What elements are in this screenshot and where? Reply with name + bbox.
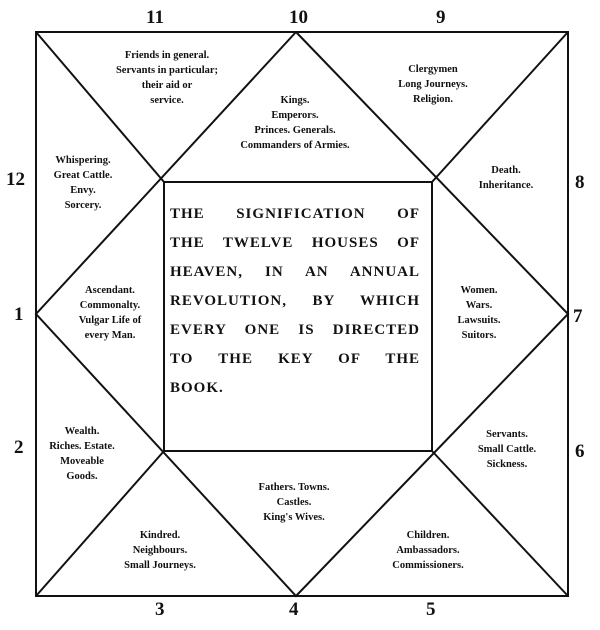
title-line: EVERY ONE IS DIRECTED bbox=[170, 322, 420, 338]
house-number-7: 7 bbox=[573, 306, 583, 327]
house-6-text: Servants. Small Cattle. Sickness. bbox=[477, 429, 537, 470]
title-line: REVOLUTION, BY WHICH bbox=[170, 293, 420, 309]
title-line: HEAVEN, IN AN ANNUAL bbox=[170, 264, 420, 280]
diagonal-line bbox=[432, 32, 568, 182]
title-line: BOOK. bbox=[170, 380, 224, 396]
house-10-text: Kings. Emperors. Princes. Generals. Commanders of Armies. bbox=[240, 95, 350, 151]
house-4-text: Fathers. Towns. Castles. King's Wives. bbox=[258, 482, 330, 523]
house-5-text: Children. Ambassadors. Commissioners. bbox=[392, 530, 464, 571]
house-2-text: Wealth. Riches. Estate. Moveable Goods. bbox=[49, 426, 115, 482]
house-12-text: Whispering. Great Cattle. Envy. Sorcery. bbox=[53, 155, 113, 211]
house-number-12: 12 bbox=[6, 169, 25, 190]
house-number-1: 1 bbox=[14, 304, 24, 325]
house-number-5: 5 bbox=[426, 599, 436, 620]
house-9-text: Clergymen Long Journeys. Religion. bbox=[398, 64, 468, 105]
house-number-11: 11 bbox=[146, 7, 164, 28]
title-line: THE TWELVE HOUSES OF bbox=[170, 235, 420, 251]
diagonal-line bbox=[432, 451, 568, 596]
center-title bbox=[170, 200, 420, 403]
house-number-3: 3 bbox=[155, 599, 165, 620]
house-number-9: 9 bbox=[436, 7, 446, 28]
house-3-text: Kindred. Neighbours. Small Journeys. bbox=[124, 530, 196, 571]
house-1-text: Ascendant. Commonalty. Vulgar Life of every Man. bbox=[78, 285, 142, 341]
title-line: THE SIGNIFICATION OF bbox=[170, 206, 420, 222]
title-line: TO THE KEY OF THE bbox=[170, 351, 420, 367]
house-number-4: 4 bbox=[289, 599, 299, 620]
house-number-6: 6 bbox=[575, 441, 585, 462]
house-7-text: Women. Wars. Lawsuits. Suitors. bbox=[457, 285, 501, 341]
house-11-text: Friends in general. Servants in particular; their aid or service. bbox=[115, 50, 219, 106]
house-number-10: 10 bbox=[289, 7, 308, 28]
house-number-8: 8 bbox=[575, 172, 585, 193]
house-number-2: 2 bbox=[14, 437, 24, 458]
house-8-text: Death. Inheritance. bbox=[478, 165, 534, 191]
